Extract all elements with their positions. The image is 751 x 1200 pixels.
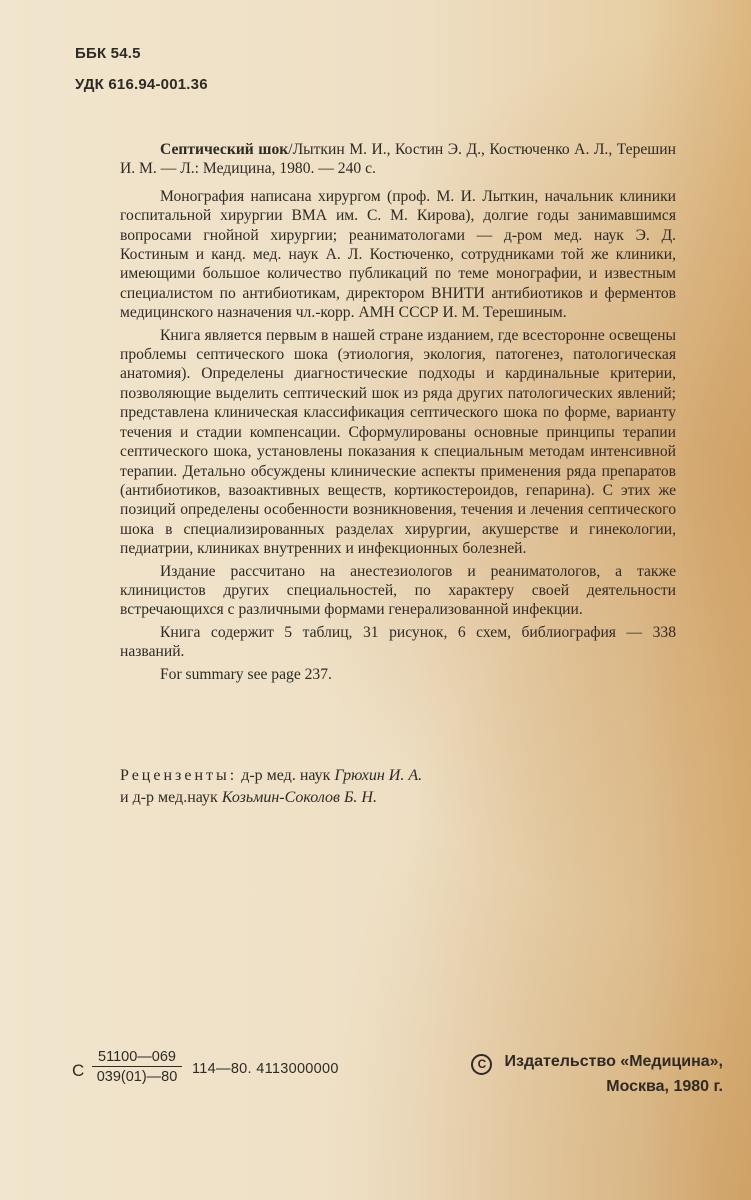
- reviewer-line-1: [120, 765, 422, 787]
- index-letter: С: [72, 1061, 85, 1080]
- reviewers-label: Рецензенты:: [120, 767, 238, 784]
- reviewer-2-degree: и д-р мед.наук: [120, 789, 222, 806]
- copyright-icon: C: [471, 1054, 492, 1075]
- reviewer-2-name: Козьмин-Соколов Б. Н.: [221, 789, 377, 806]
- annotation-paragraph-stats: Книга содержит 5 таблиц, 31 рисунок, 6 схем, библиография — 338 названий.: [120, 623, 676, 661]
- annotation-paragraph-authors: Монография написана хирургом (проф. М. И. Лыткин, начальник клиники госпитальной хирургии ВМА им. С. М. Кирова), долгие годы занимавшимся вопросами гнойной хирургии; реаниматологами — д-ром мед. наук Э. Д. Костиным и канд. мед. наук А. Л. Костюченко, сотрудниками той же клиники, имеющими большое количество публикаций по теме монографии, и известным специалистом по антибиотикам, директором ВНИТИ антибиотиков и ферментов медицинского назначения чл.-корр. АМН СССР И. М. Терешиным.: [120, 187, 676, 322]
- annotation-block: [120, 140, 676, 687]
- publisher-name: Издательство «Медицина»,: [504, 1053, 723, 1070]
- reviewers-block: [120, 765, 422, 809]
- index-fraction: [92, 1049, 182, 1085]
- index-numbers: 114—80. 4113000000: [192, 1061, 339, 1077]
- publisher-line-1: [471, 1050, 723, 1075]
- udk-code: УДК 616.94-001.36: [75, 76, 208, 93]
- annotation-paragraph-content: Книга является первым в нашей стране изданием, где всесторонне освещены проблемы септического шока (этиология, экология, патогенез, патологическая анатомия). Определены диагностические подходы и кардинальные критерии, позволяющие выделить септический шок из ряда других патологических явлений; представлена клиническая классификация септического шока по форме, варианту течения и стадии компенсации. Сформулированы основные принципы терапии септического шока, установлены показания к специальным методам интенсивной терапии. Детально обсуждены клинические аспекты применения ряда препаратов (антибиотиков, вазоактивных веществ, кортикостероидов, гепарина). С этих же позиций определены особенности возникновения, течения и лечения септического шока в специализированных разделах хирургии, акушерстве и гинекологии, педиатрии, клиниках внутренних и инфекционных болезней.: [120, 326, 676, 558]
- summary-note: For summary see page 237.: [160, 665, 332, 683]
- reviewer-line-2: [120, 787, 422, 809]
- reviewer-1-name: Грюхин И. А.: [334, 767, 423, 784]
- book-title: Септический шок: [160, 141, 289, 158]
- index-numerator: 51100—069: [92, 1049, 182, 1067]
- publisher-city-year: Москва, 1980 г.: [606, 1078, 723, 1095]
- annotation-paragraph-audience: Издание рассчитано на анестезиологов и реаниматологов, а также клиницистов других специальностей, по характеру своей деятельности встречающихся с различными формами генерализованной инфекции.: [120, 562, 676, 619]
- index-denominator: 039(01)—80: [96, 1069, 178, 1085]
- citation-details: /Лыткин М. И., Костин Э. Д., Костюченко А. Л., Терешин И. М. — Л.: Медицина, 1980. — 240 с.: [120, 141, 676, 178]
- bbk-code: ББК 54.5: [75, 45, 141, 62]
- bibliographic-citation: [120, 140, 676, 179]
- reviewer-1-degree: д-р мед. наук: [237, 767, 335, 784]
- classification-codes: [75, 38, 208, 100]
- publisher-block: [471, 1050, 723, 1098]
